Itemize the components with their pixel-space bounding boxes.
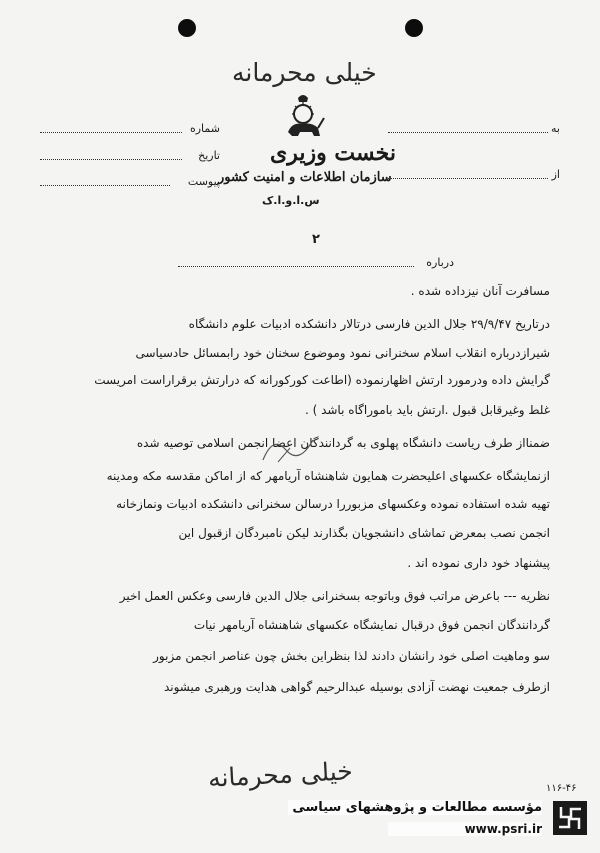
body-line: غلط وغیرقابل قبول .ارتش باید باموراگاه باشد ) . <box>304 403 550 417</box>
body-line: تهیه شده استفاده نموده وعکسهای مزبوررا درسالن سخنرانی دانشکده ادبیات ونمازخانه <box>116 497 550 511</box>
subject-line <box>178 266 414 267</box>
body-line: ازنمایشگاه عکسهای اعلیحضرت همایون شاهنشاه آریامهر که از اماکن مقدسه مکه ومدینه <box>106 469 550 483</box>
body-line: درتاریخ ۲۹/۹/۴۷ جلال الدین فارسی درتالار دانشکده ادبیات علوم دانشگاه <box>188 317 550 331</box>
attachment-field <box>40 175 220 189</box>
number-line <box>40 132 182 133</box>
body-line: سو وماهیت اصلی خود رانشان دادند لذا بنظراین بخش چون عناصر انجمن مزبور <box>153 649 550 663</box>
punch-hole-left <box>178 19 196 37</box>
page-number: ۲ <box>312 232 320 247</box>
watermark-url: www.psri.ir <box>388 822 542 836</box>
body-line: ضمنااز طرف ریاست دانشگاه پهلوی به گردانندگان اعضا انجمن اسلامی توصیه شده <box>136 436 550 450</box>
org-subtitle: سازمان اطلاعات و امنیت کشور <box>218 170 392 185</box>
lion-and-sun-emblem-icon <box>278 92 328 142</box>
classification-stamp-bottom: خیلی محرمانه <box>207 756 354 793</box>
number-field <box>40 122 220 136</box>
body-line: شیرازدرباره انقلاب اسلام سخنرانی نمود وموضوع سخنان خود رابمسائل حادسیاسی <box>135 346 550 360</box>
subject-label: درباره <box>426 256 454 269</box>
classification-stamp-top: خیلی محرمانه <box>232 58 377 87</box>
from-field <box>388 168 560 182</box>
body-line: ازطرف جمعیت نهضت آزادی بوسیله عبدالرحیم گواهی هدایت ورهبری میشوند <box>163 680 550 694</box>
handwritten-mark-icon <box>258 430 318 470</box>
document-code: ۱۱۶-۴۶ <box>546 783 577 794</box>
to-field <box>388 122 560 136</box>
from-line <box>388 178 548 179</box>
body-line: نظریه --- باعرض مراتب فوق وباتوجه بسخنرانی جلال الدین فارسی وعکس العمل اخیر <box>119 589 550 603</box>
body-line: پیشنهاد خود داری نموده اند . <box>407 556 550 570</box>
attachment-line <box>40 185 170 186</box>
org-name: نخست وزیری <box>270 140 396 166</box>
body-line: مسافرت آنان نیزداده شده . <box>410 284 550 298</box>
subject-field <box>178 256 454 270</box>
org-code: س.ا.و.ا.ک <box>262 194 320 207</box>
from-label: از <box>551 168 560 181</box>
body-line: گرایش داده ودرمورد ارتش اظهارنموده (اطاعت کورکورانه که درارتش برقراراست امریست <box>94 373 550 387</box>
body-line: گردانندگان انجمن فوق درقبال نمایشگاه عکسهای شاهنشاه آریامهر نیات <box>193 618 550 632</box>
watermark-institute-name: مؤسسه مطالعات و پژوهشهای سیاسی <box>288 800 542 815</box>
date-field <box>40 149 220 163</box>
psri-logo-icon <box>553 801 587 835</box>
to-line <box>388 132 548 133</box>
number-label: شماره <box>189 122 220 135</box>
body-line: انجمن نصب بمعرض تماشای دانشجویان بگذارند لیکن نامبردگان ازقبول این <box>178 526 550 540</box>
date-line <box>40 159 182 160</box>
to-label: به <box>551 122 560 135</box>
date-label: تاریخ <box>198 149 220 162</box>
punch-hole-right <box>405 19 423 37</box>
attachment-label: پیوست <box>187 175 220 188</box>
